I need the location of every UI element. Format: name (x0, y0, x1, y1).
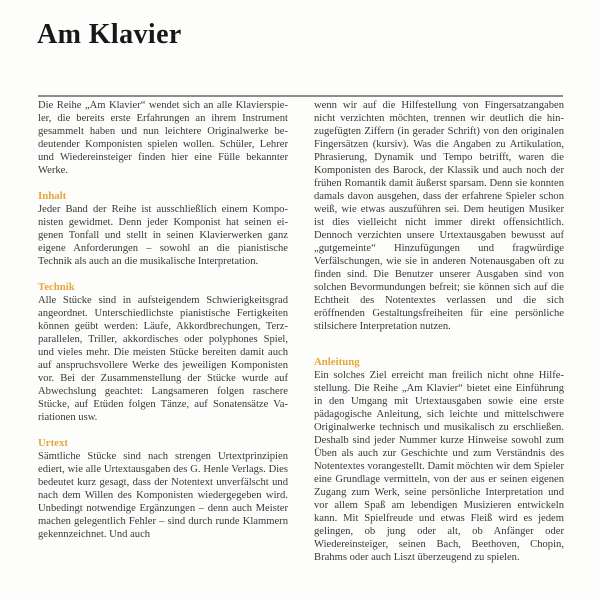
section-heading-inhalt: Inhalt (38, 190, 67, 202)
left-column (38, 99, 288, 564)
section-heading-technik: Technik (38, 281, 75, 293)
section-heading-urtext: Urtext (38, 437, 68, 449)
page-title: Am Klavier (37, 19, 182, 50)
section-text-technik: Alle Stücke sind in aufsteigendem Schwierigkeitsgrad angeordnet. Unterschiedlichste pianistische Fertigkeiten können geübt werden: Läufe, Akkordbrechungen, Terzparallelen, Triller, akkordisches oder polyphones Spiel, und vieles mehr. Die meisten Stücke bereiten damit auch auf anspruchsvollere Werke des jeweiligen Komponisten vor. Bei der Zusammenstellung der Stücke wurde auf Abwechslung geachtet: Langsameren folgen raschere Stücke, auf Etüden folgen Tänze, auf Sonatensätze Variationen usw. (38, 295, 288, 423)
intro-paragraph: Die Reihe „Am Klavier“ wendet sich an alle Klavierspieler, die bereits erste Erfahrungen an ihrem Instrument gesammelt haben und nun leichtere Originalwerke bedeutender Komponisten spielen wollen. Schüler, Lehrer und Wiedereinsteiger finden hier eine Fülle bekannter Werke. (38, 100, 288, 176)
title-divider-rule (38, 95, 563, 97)
section-text-urtext: Sämtliche Stücke sind nach strengen Urtextprinzipien ediert, wie alle Urtextausgaben des G. Henle Verlags. Dies bedeutet kurz gesagt, dass der Notentext unverfälscht und nach dem Willen des Komponisten wiedergegeben wird. Unbedingt notwendige Ergänzungen – denn auch Meister machen gelegentlich Fehler – sind durch runde Klammern gekennzeichnet. Und auch (38, 451, 288, 540)
right-column (314, 99, 564, 564)
urtext-continuation-paragraph: wenn wir auf die Hilfestellung von Fingersatzangaben nicht verzichten möchten, trennen wir deutlich die hinzugefügten Ziffern (in gerader Schrift) von den originalen Fingersätzen (kursiv). Was die Angaben zu Artikulation, Phrasierung, Dynamik und Tempo betrifft, waren die Komponisten des Barock, der Klassik und auch noch der frühen Romantik damit äußerst sparsam. Denn sie konnten damals davon ausgehen, dass der erfahrene Spieler schon weiß, wie etwas auszuführen sei. Dem heutigen Musiker ist dies vielleicht nicht immer direkt offensichtlich. Dennoch verzichten unsere Urtextausgaben bewusst auf „gutgemeinte“ Hinzufügungen und fragwürdige Verfälschungen, wie sie in anderen Notenausgaben oft zu finden sind. Die Benutzer unserer Ausgaben sind von solchen Bevormundungen befreit; sie können sich auf die Echtheit des Notentextes verlassen und die sich eröffnenden Gestaltungsfreiheiten für eine persönliche stilsichere Interpretation nutzen. (314, 100, 564, 332)
two-column-text (38, 99, 565, 564)
section-text-anleitung: Ein solches Ziel erreicht man freilich nicht ohne Hilfestellung. Die Reihe „Am Klavier“ bietet eine Einführung in den Umgang mit Urtextausgaben sowie eine erste pädagogische Anleitung, sich leichte und mittelschwere Originalwerke technisch und musikalisch zu erschließen. Deshalb sind jeder Nummer kurze Hinweise sowohl zum Üben als auch zur Geschichte und zum Verständnis des Notentextes vorangestellt. Damit möchten wir dem Spieler eine Grundlage vermitteln, von der aus er seinen eigenen Zugang zum Werk, seine persönliche Interpretation und vor allem Spaß am lebendigen Musizieren entwickeln kann. Mit Spielfreude und etwas Fleiß wird es jedem gelingen, ob jung oder alt, ob Anfänger oder Wiedereinsteiger, seinen Bach, Beethoven, Chopin, Brahms oder auch Liszt überzeugend zu spielen. (314, 370, 564, 563)
section-text-inhalt: Jeder Band der Reihe ist ausschließlich einem Komponisten gewidmet. Denn jeder Komponist hat seinen eigenen Tonfall und stellt in seinen Klavierwerken ganz eigene Anforderungen – sowohl an die pianistische Technik als auch an die musikalische Interpretation. (38, 204, 288, 267)
section-heading-anleitung: Anleitung (314, 356, 360, 368)
